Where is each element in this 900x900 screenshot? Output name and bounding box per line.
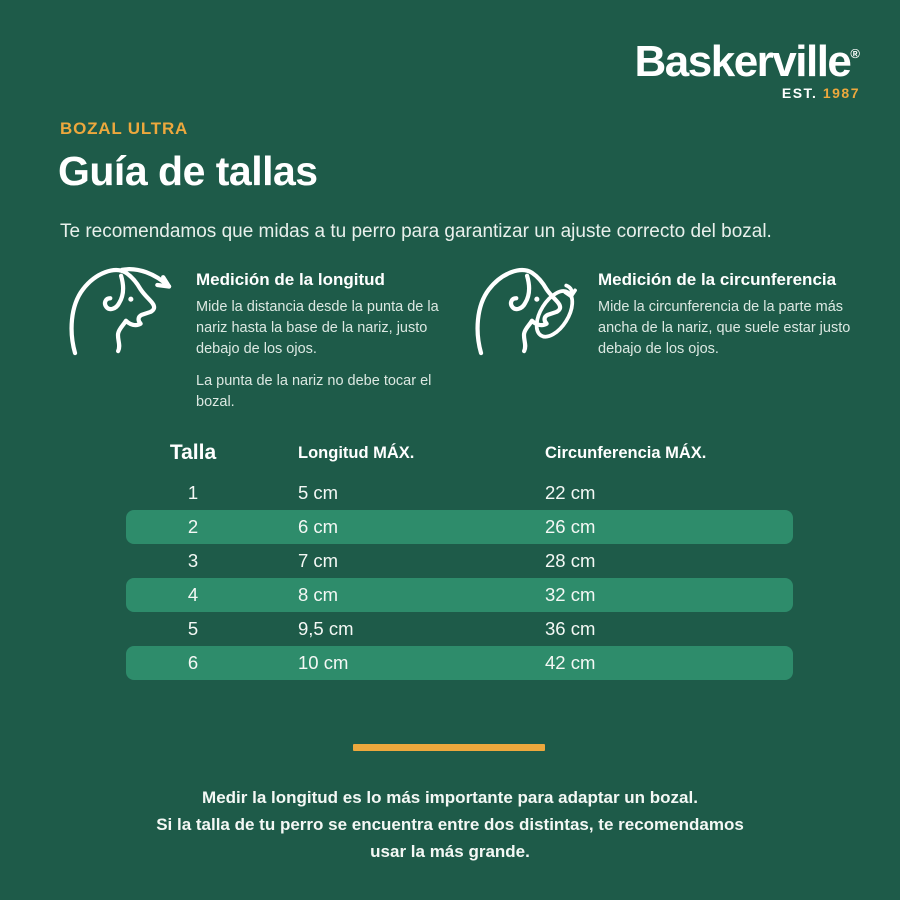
brand-wordmark bbox=[634, 37, 861, 86]
page-title: Guía de tallas bbox=[58, 148, 318, 194]
section-circumference bbox=[598, 270, 866, 371]
footer-line: Si la talla de tu perro se encuentra entre dos distintas, te recomendamos bbox=[156, 815, 744, 834]
cell-longitud: 5 cm bbox=[298, 482, 339, 503]
cell-talla: 5 bbox=[187, 618, 199, 639]
size-table bbox=[126, 434, 793, 680]
page-subtitle: Te recomendamos que midas a tu perro para garantizar un ajuste correcto del bozal. bbox=[60, 221, 772, 242]
brand-wordmark-text: Baskerville bbox=[634, 37, 851, 86]
table-row bbox=[126, 578, 793, 612]
cell-talla: 4 bbox=[187, 584, 199, 605]
cell-circunferencia: 32 cm bbox=[545, 584, 596, 605]
section-length bbox=[196, 270, 458, 424]
table-row bbox=[126, 646, 793, 680]
table-row bbox=[126, 476, 793, 510]
cell-longitud: 8 cm bbox=[298, 584, 339, 605]
table-row bbox=[126, 510, 793, 544]
column-header-longitud: Longitud MÁX. bbox=[298, 443, 415, 462]
product-name-eyebrow: BOZAL ULTRA bbox=[60, 119, 189, 138]
orange-divider-bar bbox=[353, 744, 545, 751]
cell-talla: 1 bbox=[187, 482, 199, 503]
section-length-paragraph: La punta de la nariz no debe tocar el bozal. bbox=[196, 373, 432, 411]
cell-circunferencia: 26 cm bbox=[545, 516, 596, 537]
cell-longitud: 6 cm bbox=[298, 516, 339, 537]
cell-talla: 2 bbox=[187, 516, 199, 537]
section-circumference-title: Medición de la circunferencia bbox=[598, 270, 837, 289]
table-row bbox=[126, 612, 793, 646]
dog-head-length-arrow-icon bbox=[66, 262, 182, 356]
cell-circunferencia: 42 cm bbox=[545, 652, 596, 673]
cell-talla: 6 bbox=[187, 652, 199, 673]
footer-note bbox=[0, 784, 900, 865]
column-header-circunferencia: Circunferencia MÁX. bbox=[545, 443, 707, 462]
cell-longitud: 9,5 cm bbox=[298, 618, 354, 639]
est-label: EST. bbox=[781, 85, 818, 101]
registered-trademark-icon: ® bbox=[850, 46, 860, 61]
cell-circunferencia: 36 cm bbox=[545, 618, 596, 639]
section-circumference-paragraph: Mide la circunferencia de la parte más ancha de la nariz, que suele estar justo debajo de los ojos. bbox=[598, 299, 851, 358]
dog-head-circumference-loop-icon bbox=[472, 262, 588, 356]
cell-circunferencia: 28 cm bbox=[545, 550, 596, 571]
section-length-title: Medición de la longitud bbox=[196, 270, 385, 289]
est-year: 1987 bbox=[822, 85, 860, 101]
cell-longitud: 10 cm bbox=[298, 652, 349, 673]
cell-longitud: 7 cm bbox=[298, 550, 339, 571]
brand-est-line bbox=[635, 86, 861, 100]
cell-circunferencia: 22 cm bbox=[545, 482, 596, 503]
column-header-talla: Talla bbox=[169, 441, 217, 464]
cell-talla: 3 bbox=[187, 550, 199, 571]
size-table-rows bbox=[126, 476, 793, 680]
size-table-header bbox=[126, 434, 793, 472]
footer-line: Medir la longitud es lo más importante para adaptar un bozal. bbox=[202, 788, 698, 807]
footer-line: usar la más grande. bbox=[370, 842, 530, 861]
section-length-paragraph: Mide la distancia desde la punta de la nariz hasta la base de la nariz, justo debajo de los ojos. bbox=[196, 299, 439, 358]
baskerville-logo bbox=[634, 37, 861, 101]
table-row bbox=[126, 544, 793, 578]
